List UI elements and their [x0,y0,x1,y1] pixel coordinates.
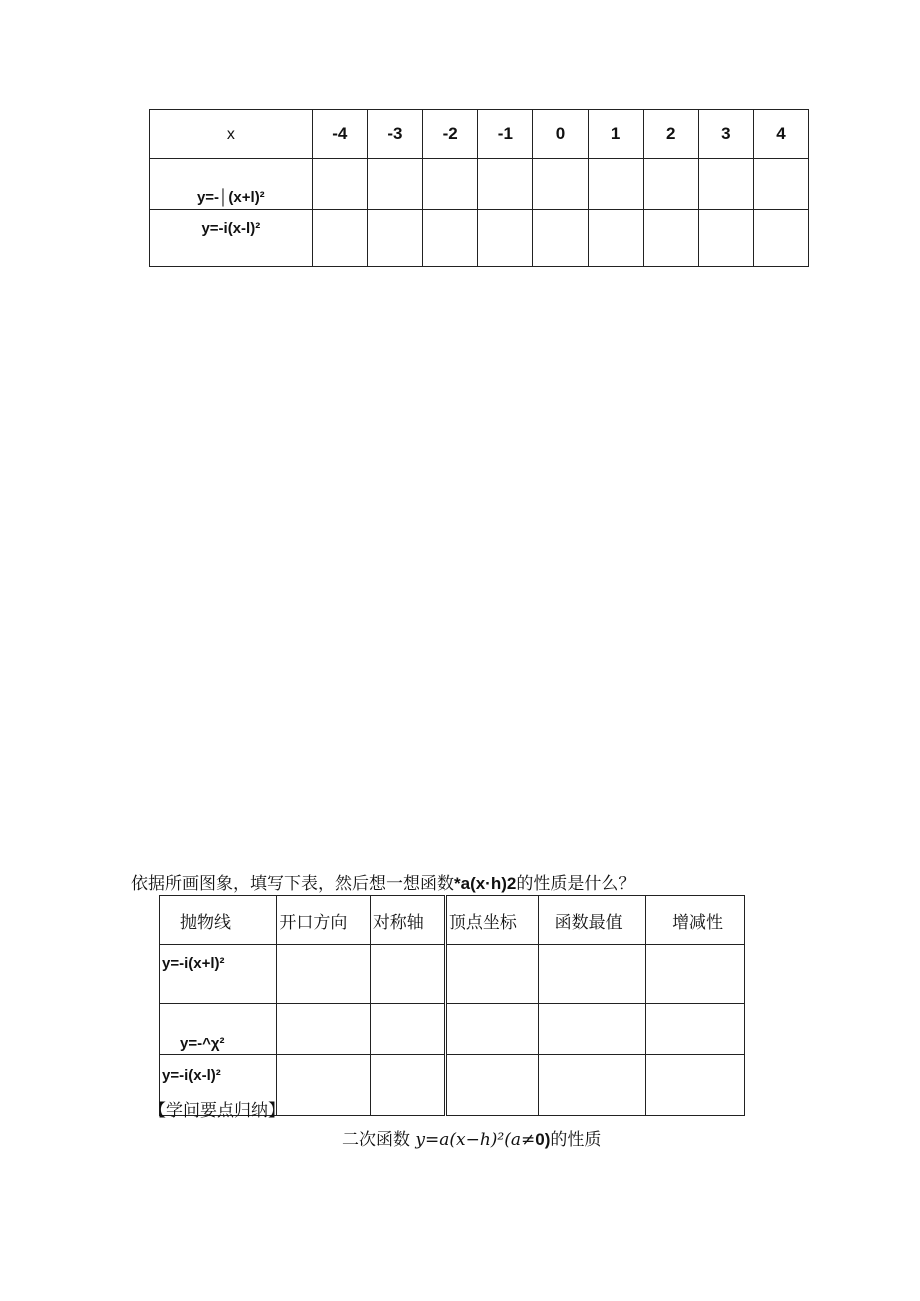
x-value-cell: -1 [478,110,533,159]
function-label: y=-│(x+l)² [196,189,265,206]
value-input-cell[interactable] [753,210,808,267]
column-header: 开口方向 [277,896,370,945]
x-value-cell: -4 [312,110,367,159]
x-header-cell [150,110,313,159]
property-input-cell[interactable] [646,1004,745,1055]
property-input-cell[interactable] [370,945,445,1004]
value-input-cell[interactable] [423,159,478,210]
values-table [149,109,809,267]
x-value-cell: 0 [533,110,588,159]
column-header: 抛物线 [160,896,277,945]
value-input-cell[interactable] [698,210,753,267]
property-input-cell[interactable] [538,945,645,1004]
value-input-cell[interactable] [533,210,588,267]
value-input-cell[interactable] [643,210,698,267]
property-input-cell[interactable] [445,1004,538,1055]
value-input-cell[interactable] [478,159,533,210]
properties-header-row [160,896,745,945]
properties-row [160,1004,745,1055]
summary-text-end: 的性质 [550,1130,602,1150]
value-input-cell[interactable] [312,159,367,210]
x-value-cell: 2 [643,110,698,159]
x-value-cell: 1 [588,110,643,159]
x-value-cell: -3 [367,110,422,159]
property-input-cell[interactable] [538,1004,645,1055]
x-value-cell: 4 [753,110,808,159]
summary-text: 二次函数 [342,1130,416,1150]
value-input-cell[interactable] [588,159,643,210]
summary-heading: 【学问要点归纳】 [149,1101,285,1121]
property-input-cell[interactable] [277,945,370,1004]
properties-table [159,895,745,1116]
value-input-cell[interactable] [423,210,478,267]
parabola-label: y=-i(x+l)² [160,945,277,1004]
values-row [150,210,809,267]
intro-formula: *a(x·h)2 [454,874,517,893]
value-input-cell[interactable] [367,210,422,267]
column-header: 顶点坐标 [445,896,538,945]
value-input-cell[interactable] [478,210,533,267]
property-input-cell[interactable] [370,1004,445,1055]
values-header-row [150,110,809,159]
function-label-cell [150,159,313,210]
property-input-cell[interactable] [370,1055,445,1116]
intro-text: 依据所画图象，填写下表，然后想一想函数 [131,874,454,894]
parabola-label: y=-i(x-l)² [160,1055,277,1116]
value-input-cell[interactable] [588,210,643,267]
property-input-cell[interactable] [445,945,538,1004]
property-input-cell[interactable] [646,1055,745,1116]
property-input-cell[interactable] [538,1055,645,1116]
value-input-cell[interactable] [367,159,422,210]
value-input-cell[interactable] [312,210,367,267]
values-row [150,159,809,210]
property-input-cell[interactable] [646,945,745,1004]
x-header-label: x [226,126,235,143]
value-input-cell[interactable] [698,159,753,210]
properties-row [160,945,745,1004]
column-header: 函数最值 [538,896,645,945]
x-value-cell: -2 [423,110,478,159]
function-label-cell [150,210,313,267]
summary-line [342,1125,601,1150]
property-input-cell[interactable] [277,1055,370,1116]
property-input-cell[interactable] [445,1055,538,1116]
summary-formula-end: 0) [535,1130,551,1149]
value-input-cell[interactable] [753,159,808,210]
intro-question [131,869,635,894]
x-value-cell: 3 [698,110,753,159]
intro-text-end: 的性质是什么？ [516,874,636,894]
summary-formula: y=a(x−h)²(a≠ [415,1130,536,1150]
parabola-label: y=-^χ² [160,1004,277,1055]
column-header: 对称轴 [370,896,445,945]
column-header: 增减性 [646,896,745,945]
value-input-cell[interactable] [643,159,698,210]
property-input-cell[interactable] [277,1004,370,1055]
value-input-cell[interactable] [533,159,588,210]
function-label: y=-i(x-l)² [201,220,261,237]
